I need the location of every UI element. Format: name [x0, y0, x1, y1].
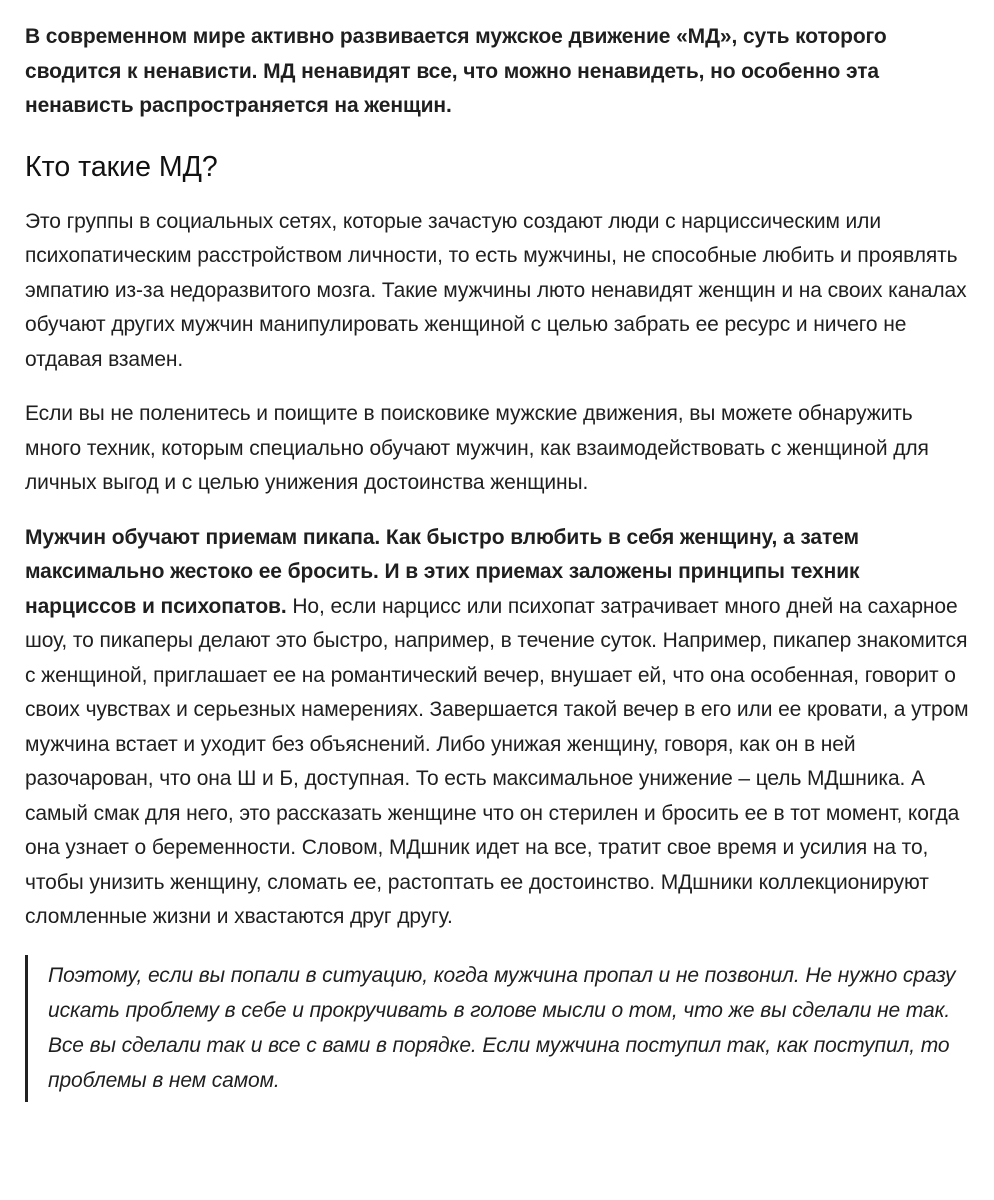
paragraph-3 [25, 521, 970, 935]
paragraph-1: Это группы в социальных сетях, которые зачастую создают люди с нарциссическим или психопатическим расстройством личности, то есть мужчины, не способные любить и проявлять эмпатию из-за недоразвитого мозга. Такие мужчины люто ненавидят женщин и на своих каналах обучают других мужчин манипулировать женщиной с целью забрать ее ресурс и ничего не отдавая взамен. [25, 209, 967, 371]
lead-paragraph: В современном мире активно развивается мужское движение «МД», суть которого сводится к ненависти. МД ненавидят все, что можно ненавидеть, но особенно эта ненависть распространяется на женщин. [25, 25, 887, 117]
paragraph-3-text: Но, если нарцисс или психопат затрачивает много дней на сахарное шоу, то пикаперы делают это быстро, например, в течение суток. Например, пикапер знакомится с женщиной, приглашает ее на романтический вечер, внушает ей, что она особенная, говорит о своих чувствах и серьезных намерениях. Завершается такой вечер в его или ее кровати, а утром мужчина встает и уходит без объяснений. Либо унижая женщину, говоря, как он в ней разочарован, что она Ш и Б, доступная. То есть максимальное унижение – цель МДшника. А самый смак для него, это рассказать женщине что он стерилен и бросить ее в тот момент, когда она узнает о беременности. Словом, МДшник идет на все, тратит свое время и усилия на то, чтобы унизить женщину, сломать ее, растоптать ее достоинство. МДшники коллекционируют сломленные жизни и хвастаются друг другу. [25, 594, 969, 928]
blockquote: Поэтому, если вы попали в ситуацию, когда мужчина пропал и не позвонил. Не нужно сразу искать проблему в себе и прокручивать в голове мысли о том, что же вы сделали не так. Все вы сделали так и все с вами в порядке. Если мужчина поступил так, как поступил, то проблемы в нем самом. [25, 955, 970, 1102]
paragraph-2: Если вы не поленитесь и поищите в поисковике мужские движения, вы можете обнаружить много техник, которым специально обучают мужчин, как взаимодействовать с женщиной для личных выгод и с целью унижения достоинства женщины. [25, 402, 929, 494]
section-heading: Кто такие МД? [25, 150, 218, 183]
paragraph-3-bold-text: Мужчин обучают приемам пикапа. Как быстро влюбить в себя женщину, а затем максимально жестоко ее бросить. И в этих приемах заложены принципы техник нарциссов и психопатов. [25, 525, 860, 618]
